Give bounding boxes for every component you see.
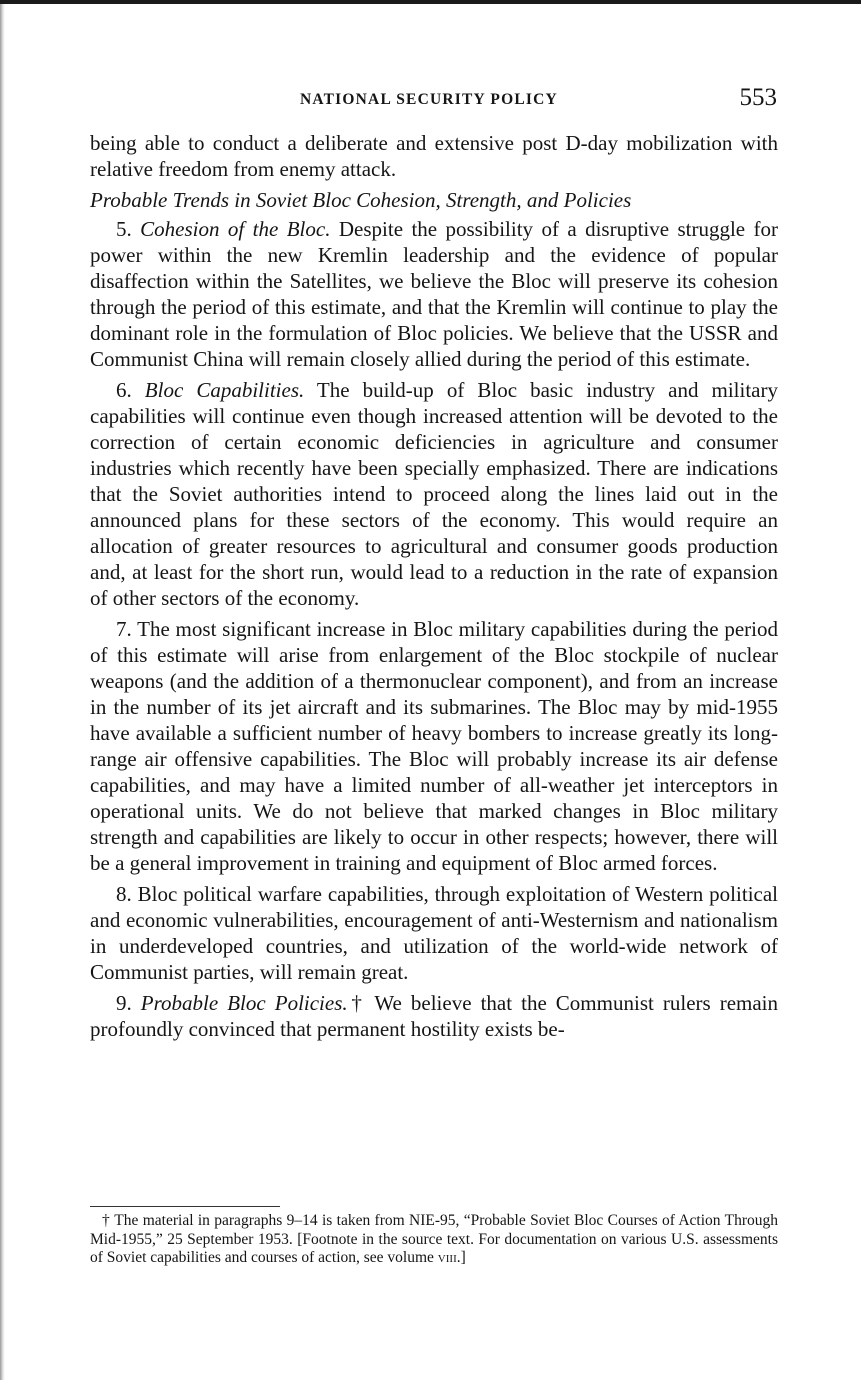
section-subheading: Probable Trends in Soviet Bloc Cohesion, Strength, and Policies [90, 188, 632, 212]
paragraph-7: 7. The most significant increase in Bloc military capabilities during the period of this estimate will arise from enlargement of the Bloc stockpile of nuclear weapons (and the addition of a thermonuclear component), and from an increase in the number of its jet aircraft and its submarines. The Bloc may by mid-1955 have available a sufficient number of heavy bombers to increase greatly its long-range air offensive capabilities. The Bloc will probably increase its air defense capabilities, and may have a limited number of all-weather jet interceptors in operational units. We do not believe that marked changes in Bloc military strength and capabilities are likely to occur in other respects; however, there will be a general improvement in training and equipment of Bloc armed forces. [90, 617, 778, 875]
footnote-body: † The material in paragraphs 9–14 is taken from NIE-95, “Probable Soviet Bloc Courses of Action Through Mid-1955,” 25 September 1953. [Footnote in the source text. For documentation on various U.S. assessments of Soviet capabilities and courses of action, see volume [90, 1212, 778, 1266]
footnote [90, 1212, 778, 1268]
paragraph-title: Cohesion of the Bloc. [140, 217, 331, 241]
main-text [90, 130, 778, 1047]
paragraph-body: We believe that the Communist rulers remain profoundly convinced that permanent hostility exists be- [90, 991, 779, 1041]
paragraph-number: 5. [116, 217, 132, 241]
paragraph-8: 8. Bloc political warfare capabilities, through exploitation of Western political and economic vulnerabilities, encouragement of anti-Westernism and nationalism in underdeveloped countries, and utilization of the world-wide network of Communist parties, will remain great. [90, 882, 778, 984]
paragraph-5 [90, 216, 778, 372]
footnote-divider [90, 1206, 280, 1207]
page-top-edge [0, 0, 861, 4]
paragraph-body: Despite the possibility of a disruptive struggle for power within the new Kremlin leadership and the evidence of popular disaffection within the Satellites, we believe the Bloc will preserve its cohesion through the period of this estimate, and that the Kremlin will continue to play the dominant role in the formulation of Bloc policies. We believe that the USSR and Communist China will remain closely allied during the period of this estimate. [90, 217, 779, 371]
paragraph-number: 6. [116, 378, 132, 402]
paragraph-9 [90, 990, 778, 1042]
paragraph-number: 9. [116, 991, 132, 1015]
page-binding-edge [0, 4, 5, 1380]
footnote-end: .] [456, 1249, 466, 1266]
page-number: 553 [739, 84, 777, 111]
paragraph-body: The build-up of Bloc basic industry and military capabilities will continue even though increased attention will be devoted to the correction of certain economic deficiencies in agriculture and consumer industries which recently have been specially emphasized. There are indications that the Soviet authorities intend to proceed along the lines laid out in the announced plans for these sectors of the economy. This would require an allocation of greater resources to agricultural and consumer goods production and, at least for the short run, would lead to a reduction in the rate of expansion of other sectors of the economy. [90, 378, 778, 610]
paragraph-title: Bloc Capabilities. [144, 378, 305, 402]
footnote-marker: † [347, 991, 366, 1015]
paragraph-continuation: being able to conduct a deliberate and extensive post D-day mobilization with relative freedom from enemy attack. [90, 131, 778, 181]
volume-number: viii [437, 1249, 457, 1266]
paragraph-6 [90, 377, 778, 611]
footnote-text [90, 1212, 778, 1268]
paragraph-title: Probable Bloc Policies. [140, 991, 348, 1015]
running-head: NATIONAL SECURITY POLICY [300, 91, 558, 108]
